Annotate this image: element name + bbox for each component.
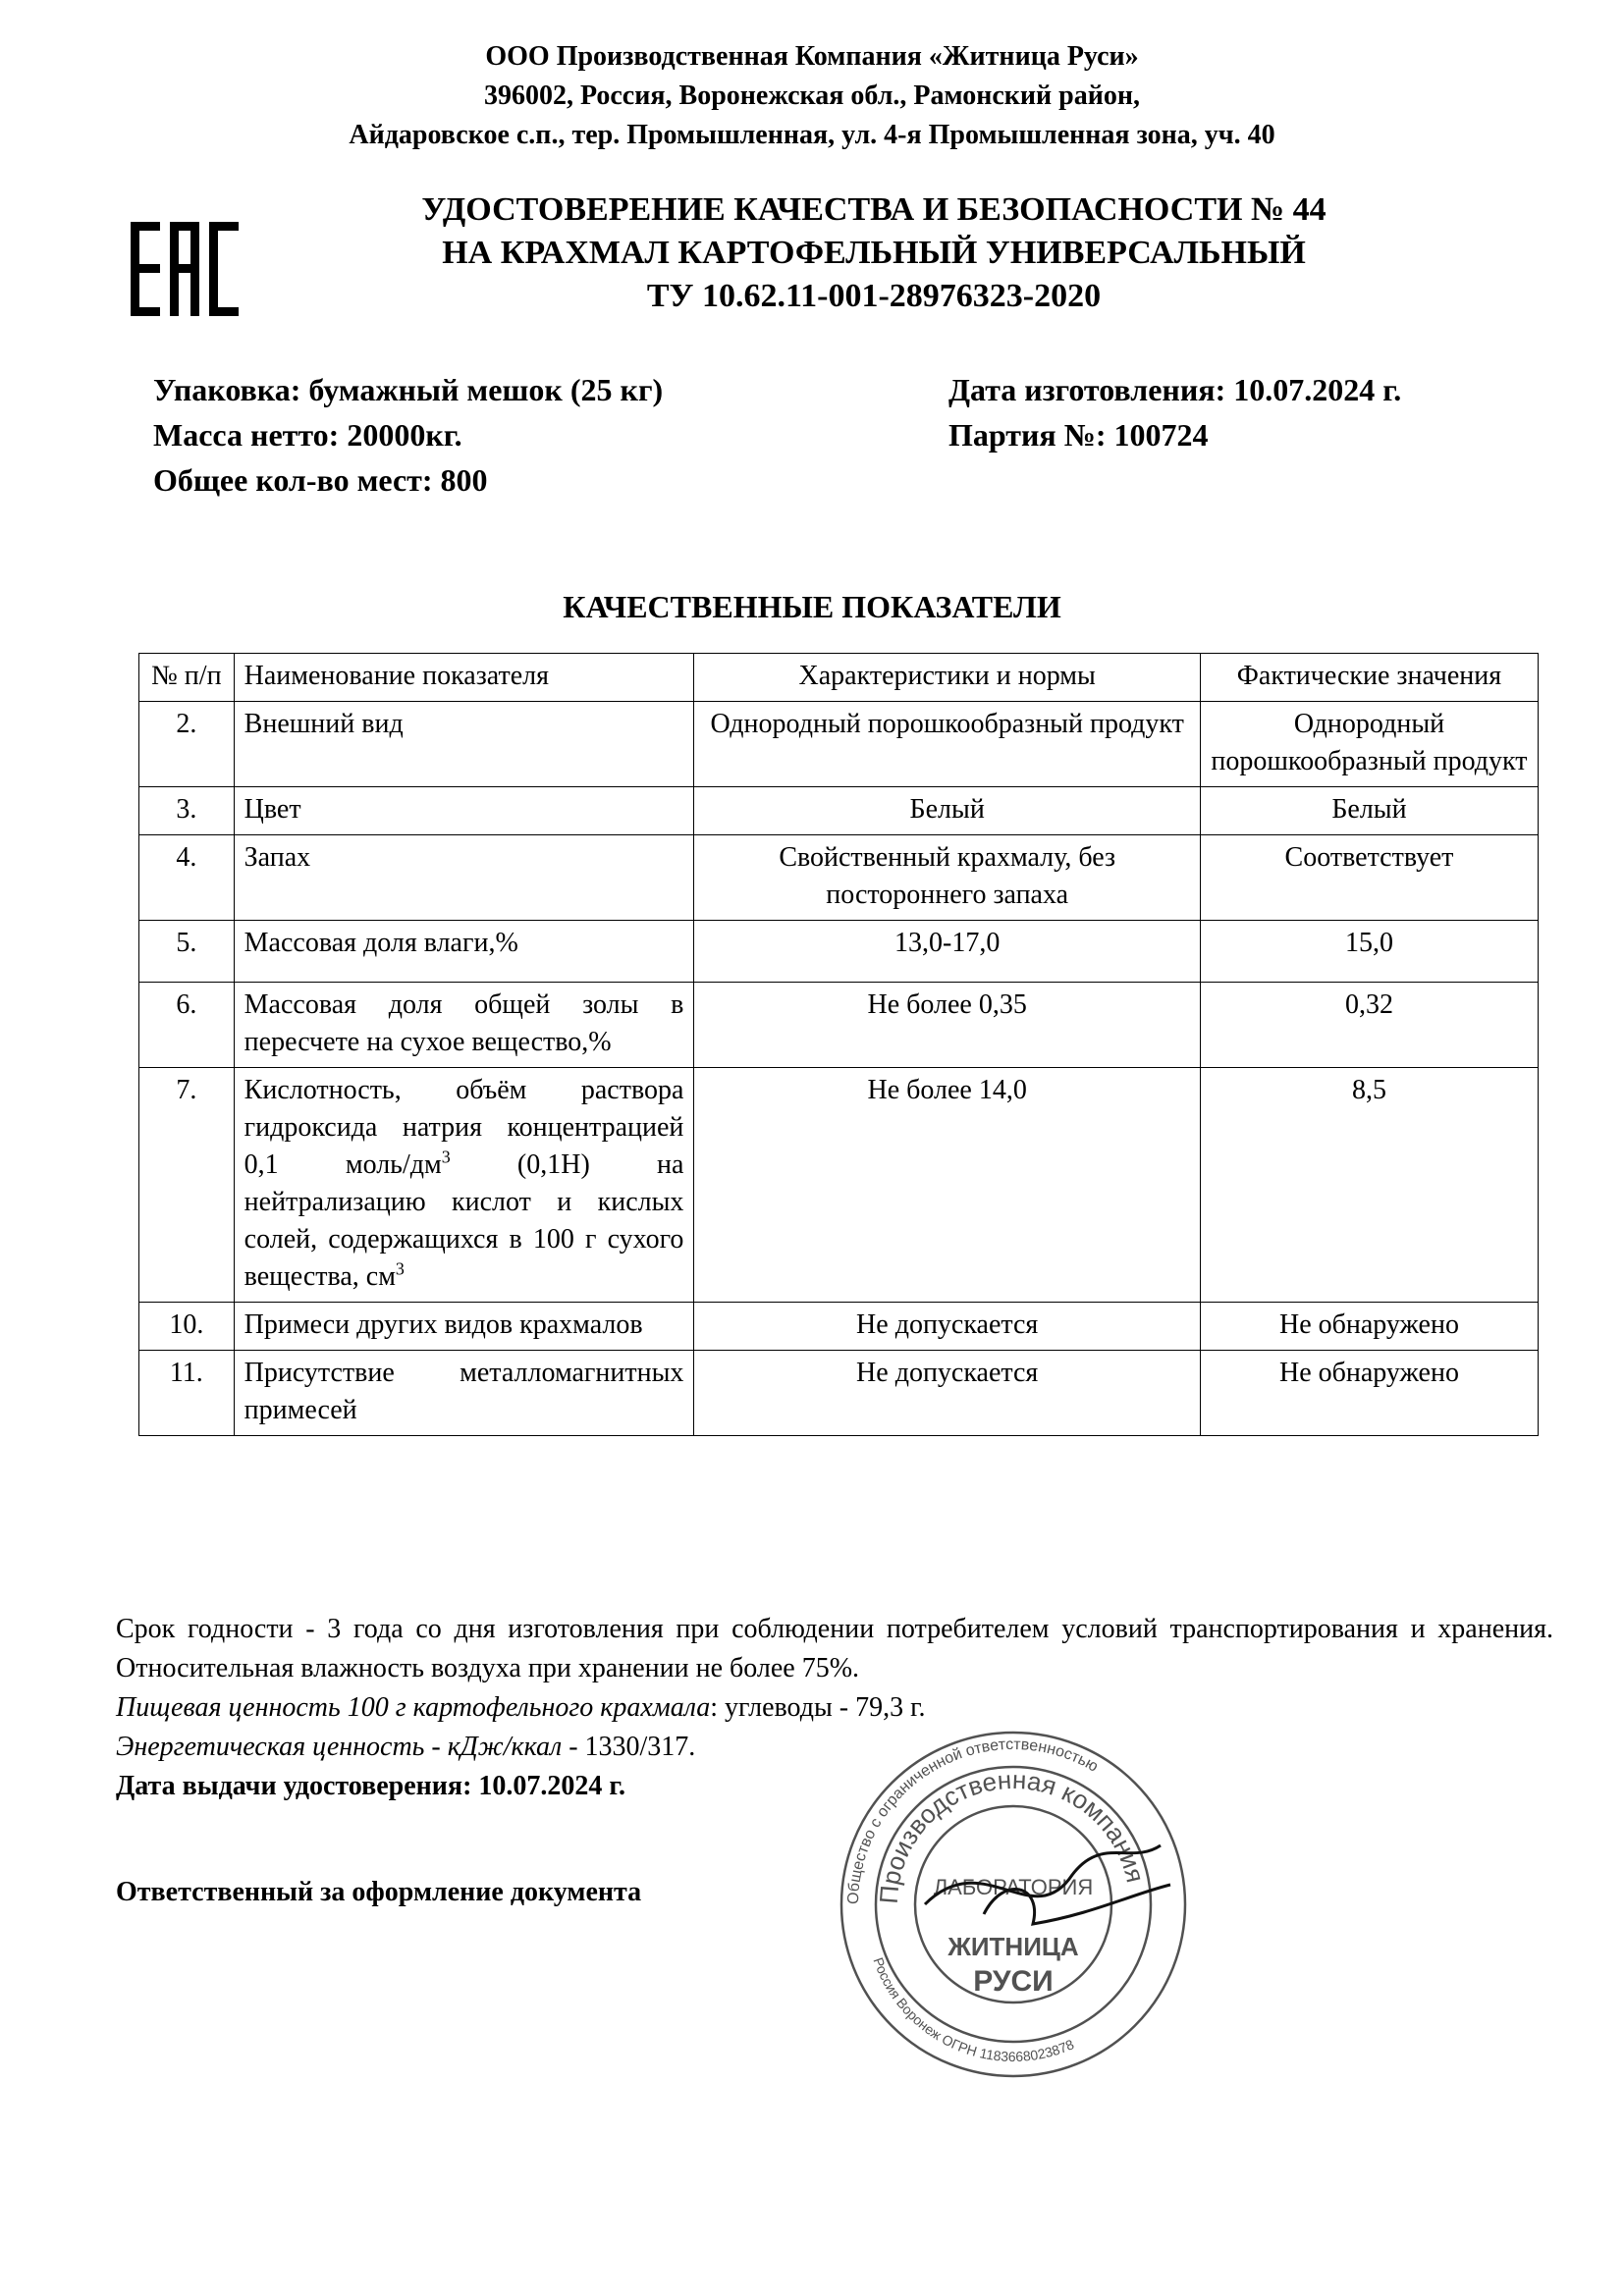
- row-num: 5.: [139, 921, 235, 983]
- title-line1: УДОСТОВЕРЕНИЕ КАЧЕСТВА И БЕЗОПАСНОСТИ № 44: [421, 191, 1326, 228]
- shipment-info: [153, 367, 663, 503]
- row-name: Примеси других видов крахмалов: [234, 1303, 694, 1351]
- row-name: Цвет: [234, 787, 694, 835]
- batch-number: Партия №: 100724: [948, 417, 1209, 453]
- stamp-bottom-text: Россия Воронеж ОГРН 1183668023878: [870, 1954, 1077, 2065]
- table-row: [139, 1351, 1539, 1436]
- header-fact: Фактические значения: [1200, 654, 1538, 702]
- table-row: [139, 787, 1539, 835]
- table-row: [139, 983, 1539, 1068]
- batch-info: [948, 367, 1401, 457]
- row-name: Присутствие металломагнитных примесей: [234, 1351, 694, 1436]
- document-title: [236, 188, 1512, 318]
- shelf-life-text: Срок годности - 3 года со дня изготовления при соблюдении потребителем условий транспортирования и хранения. Относительная влажность воздуха при хранении не более 75%.: [116, 1614, 1553, 1683]
- places-count: Общее кол-во мест: 800: [153, 462, 488, 498]
- energy-value: - 1330/317.: [562, 1732, 696, 1762]
- stamp-outer-text: Общество с ограниченной ответственностью: [844, 1735, 1102, 1905]
- row-fact: 0,32: [1200, 983, 1538, 1068]
- net-mass: Масса нетто: 20000кг.: [153, 417, 462, 453]
- row-num: 4.: [139, 835, 235, 921]
- row-fact: 8,5: [1200, 1068, 1538, 1303]
- title-line3: ТУ 10.62.11-001-28976323-2020: [646, 278, 1102, 314]
- table-row: [139, 835, 1539, 921]
- company-address-line2: Айдаровское с.п., тер. Промышленная, ул. 4-я Промышленная зона, уч. 40: [349, 120, 1275, 150]
- stamp-ring-text: Производственная компания: [873, 1764, 1151, 1905]
- row-fact: 15,0: [1200, 921, 1538, 983]
- table-row: [139, 1068, 1539, 1303]
- row-name: Массовая доля общей золы в пересчете на сухое вещество,%: [234, 983, 694, 1068]
- row-norm: Не допускается: [694, 1303, 1201, 1351]
- row-fact: Не обнаружено: [1200, 1351, 1538, 1436]
- energy-label: Энергетическая ценность - кДж/ккал: [116, 1732, 563, 1762]
- energy-line: [116, 1728, 1553, 1767]
- table-header-row: [139, 654, 1539, 702]
- nutrition-label: Пищевая ценность 100 г картофельного крахмала: [116, 1692, 711, 1723]
- row-norm: Однородный порошкообразный продукт: [694, 702, 1201, 787]
- row-fact: Однородный порошкообразный продукт: [1200, 702, 1538, 787]
- manufacture-date: Дата изготовления: 10.07.2024 г.: [948, 372, 1402, 407]
- header-name: Наименование показателя: [234, 654, 694, 702]
- row-norm: Не допускается: [694, 1351, 1201, 1436]
- row-norm: 13,0-17,0: [694, 921, 1201, 983]
- company-stamp-icon: [837, 1728, 1190, 2081]
- company-name: ООО Производственная Компания «Житница Руси»: [485, 41, 1139, 72]
- quality-table: [138, 653, 1539, 1436]
- row-num: 11.: [139, 1351, 235, 1436]
- header-num: № п/п: [139, 654, 235, 702]
- row-fact: Соответствует: [1200, 835, 1538, 921]
- company-address-line1: 396002, Россия, Воронежская обл., Рамонский район,: [483, 80, 1141, 111]
- row-fact: Не обнаружено: [1200, 1303, 1538, 1351]
- row-name: Массовая доля влаги,%: [234, 921, 694, 983]
- stamp-middle: ЛАБОРАТОРИЯ: [933, 1875, 1094, 1899]
- section-title: КАЧЕСТВЕННЫЕ ПОКАЗАТЕЛИ: [563, 589, 1061, 624]
- responsible-person-label: Ответственный за оформление документа: [116, 1877, 642, 1907]
- row-norm: Не более 14,0: [694, 1068, 1201, 1303]
- header-norm: Характеристики и нормы: [694, 654, 1201, 702]
- row-num: 3.: [139, 787, 235, 835]
- row-fact: Белый: [1200, 787, 1538, 835]
- row-num: 2.: [139, 702, 235, 787]
- superscript: 3: [395, 1258, 405, 1279]
- stamp-name1: ЖИТНИЦА: [947, 1932, 1079, 1961]
- nutrition-line: [116, 1688, 1553, 1728]
- row-name-part2: (0,1Н) на нейтрализацию кислот и кислых солей, содержащихся в 100 г сухого вещества, см: [244, 1149, 684, 1292]
- row-num: 10.: [139, 1303, 235, 1351]
- row-name: [234, 1068, 694, 1303]
- row-num: 7.: [139, 1068, 235, 1303]
- stamp-name2: РУСИ: [973, 1965, 1054, 1998]
- title-line2: НА КРАХМАЛ КАРТОФЕЛЬНЫЙ УНИВЕРСАЛЬНЫЙ: [442, 235, 1306, 271]
- row-norm: Свойственный крахмалу, без постороннего запаха: [694, 835, 1201, 921]
- issue-date: Дата выдачи удостоверения: 10.07.2024 г.: [116, 1771, 625, 1801]
- row-norm: Белый: [694, 787, 1201, 835]
- company-header: [0, 37, 1624, 155]
- packaging: Упаковка: бумажный мешок (25 кг): [153, 372, 664, 407]
- table-row: [139, 702, 1539, 787]
- row-num: 6.: [139, 983, 235, 1068]
- row-name-part1: Кислотность, объём раствора гидроксида натрия концентрацией 0,1 моль/дм: [244, 1075, 684, 1180]
- eac-mark-icon: [131, 222, 241, 316]
- footer-notes: [116, 1610, 1553, 1806]
- row-name: Запах: [234, 835, 694, 921]
- superscript: 3: [441, 1147, 451, 1167]
- row-name: Внешний вид: [234, 702, 694, 787]
- nutrition-value: : углеводы - 79,3 г.: [710, 1692, 926, 1723]
- table-row: [139, 921, 1539, 983]
- row-norm: Не более 0,35: [694, 983, 1201, 1068]
- table-row: [139, 1303, 1539, 1351]
